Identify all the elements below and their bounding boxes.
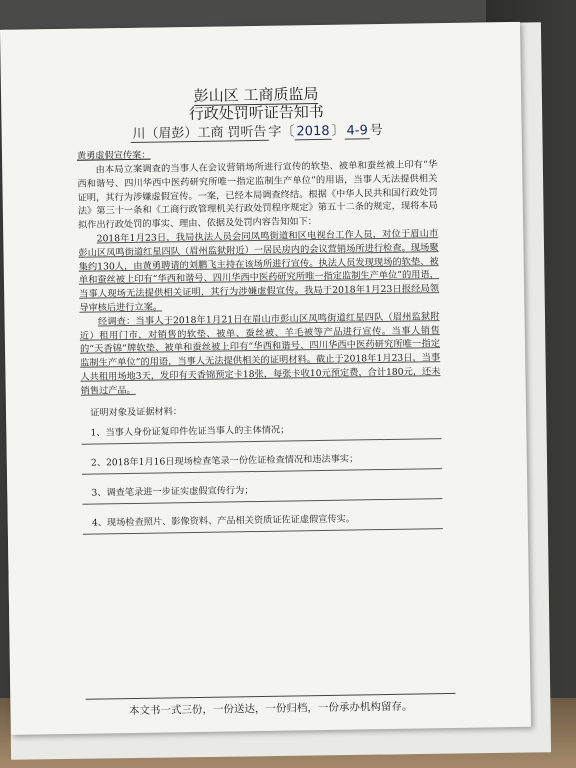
addressee: 黄勇虚假宣传案： <box>76 149 151 162</box>
document-sheet <box>0 22 531 735</box>
paragraph-intro: 由本局立案调查的当事人在会议营销场所进行宣传的软垫、被单和蚕丝被上印有“华西和谐号、四川华西中医药研究所唯一指定监制生产单位”的用语，当事人无法提供相关证明，其行为涉嫌虚假宣传。一案，已经本局调查终结。根据《中华人民共和国行政处罚法》第三十一条和《工商行政管理机关行政处罚程序规定》第五十二条的规定，现将本局拟作出行政处罚的事实、理由、依据及处罚内容告知如下： <box>77 159 438 231</box>
evidence-heading: 证明对象及证据材料： <box>90 405 183 419</box>
doc-number-type: 罚听告 <box>225 125 268 142</box>
doc-number-suffix: 号 <box>369 123 383 139</box>
paragraph-investigation: 经调查：当事人于2018年1月21日在眉山市彭山区凤鸣街道红星四队（眉州监狱附近）租用门市，对销售的软垫、被单、蚕丝被、羊毛被等产品进行宣传。当事人销售的“天香锦”牌软垫、被单和蚕丝被上印有“华西和谐号、四川华西中医药研究所唯一指定监制生产单位”的用语，当事人无法提供相关的证明材料。截止于2018年1月23日，当事人共租用场地3天，发印有天香锦预定卡18张，每张卡收10元预定费，合计180元，还未销售过产品。 <box>79 310 441 397</box>
doc-number-prefix: 川（眉彭）工商 <box>130 125 225 142</box>
document-title: 行政处罚听证告知书 <box>188 102 324 124</box>
document-footer: 本文书一式三份，一份送达，一份归档，一份承办机构留存。 <box>86 693 456 719</box>
document-number <box>77 121 437 144</box>
doc-number-word: 字〔 <box>268 124 295 140</box>
agency-name: 彭山区 工商质监局 <box>193 85 319 105</box>
doc-number-serial: 4-9 <box>344 123 369 139</box>
evidence-item: 1、当事人身份证复印件佐证当事人的主体情况； <box>81 421 441 445</box>
document-content <box>76 83 443 546</box>
evidence-item: 3、调查笔录进一步证实虚假宣传行为； <box>82 481 442 505</box>
evidence-item: 4、现场检查照片、影像资料、产品相关资质证佐证虚假宣传实。 <box>83 511 443 535</box>
doc-number-close: 〕 <box>331 123 345 139</box>
paragraph-facts: 2018年1月23日，我局执法人员会同凤鸣街道和区电视台工作人员，对位于眉山市彭山区凤鸣街道红星四队（眉州监狱附近）一居民房内的会议营销场所进行检查。现场聚集约130人，由黄勇聘请的刘鹏飞主持在该场所进行宣传。执法人员发现现场的软垫、被单和蚕丝被上印有“华西和谐号、四川华西中医药研究所唯一指定监制生产单位”的用语，当事人现场无法提供相关证明，其行为涉嫌虚假宣传。我局于2018年1月23日报经局领导审核后进行立案。 <box>78 228 440 314</box>
doc-number-year: 2018 <box>294 124 331 141</box>
evidence-item: 2、2018年1月16日现场检查笔录一份佐证检查情况和违法事实； <box>82 451 442 475</box>
